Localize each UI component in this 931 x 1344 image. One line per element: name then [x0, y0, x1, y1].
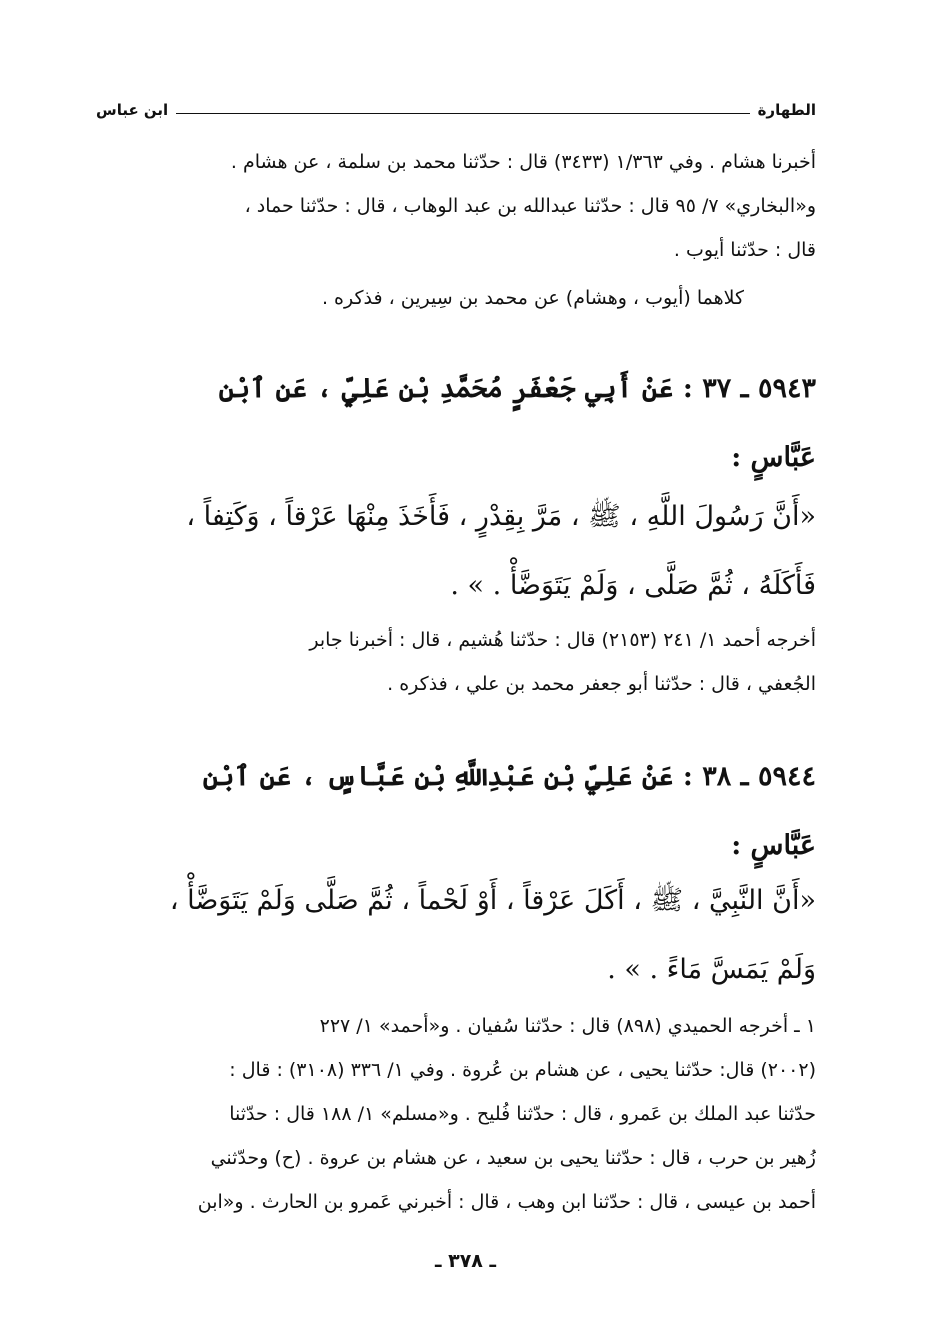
hadith-37-takhrij [96, 618, 816, 706]
heading-line: ٥٩٤٤ ـ ٣٨ : عَنْ عَلِيِّ بْنِ عَبْدِاللَّهِ بْنِ عَبَّاسٍ ، عَنِ ٱبْنِ [202, 761, 816, 792]
hadith-38-heading [96, 742, 816, 880]
hadith-line: وَلَمْ يَمَسَّ مَاءً . » . [607, 954, 816, 985]
text-line: ١ ـ أخرجه الحميدي (٨٩٨) قال : حدّثنا سُفيان . و«أحمد» ١/ ٢٢٧ [319, 1015, 816, 1037]
heading-line: ٥٩٤٣ ـ ٣٧ : عَنْ أَبِي جَعْفَرٍ مُحَمَّدِ بْنِ عَلِيٍّ ، عَنِ ٱبْنِ [218, 373, 816, 404]
hadith-38-text [96, 866, 816, 1004]
heading-line: عَبَّاسٍ : [731, 830, 816, 861]
header-chapter-title: الطهارة [757, 101, 816, 119]
hadith-37-heading [96, 354, 816, 492]
text-line: أحمد بن عيسى ، قال : حدّثنا ابن وهب ، قال : أخبرني عَمرو بن الحارث . و«ابن [197, 1191, 816, 1213]
hadith-line: فَأَكَلَهُ ، ثُمَّ صَلَّى ، وَلَمْ يَتَوَضَّأْ . » . [450, 570, 816, 601]
page-number: ـ ٣٧٨ ـ [434, 1250, 496, 1272]
hadith-line: «أَنَّ رَسُولَ اللَّهِ ، ﷺ ، مَرَّ بِقِدْرٍ ، فَأَخَذَ مِنْهَا عَرْقاً ، وَكَتِفاً ، [186, 501, 816, 532]
note-continuation [96, 140, 816, 272]
text-line: الجُعفي ، قال : حدّثنا أبو جعفر محمد بن علي ، فذكره . [387, 673, 816, 695]
text-line: (٢٠٠٢) قال: حدّثنا يحيى ، عن هشام بن عُروة . وفي ١/ ٣٣٦ (٣١٠٨) : قال : [229, 1059, 816, 1081]
text-line: كلاهما (أيوب ، وهشام) عن محمد بن سِيرين ، فذكره . [321, 287, 744, 309]
text-line: حدّثنا عبد الملك بن عَمرو ، قال : حدّثنا فُليح . و«مسلم» ١/ ١٨٨ قال : حدّثنا [229, 1103, 816, 1125]
text-line: و«البخاري» ٧/ ٩٥ قال : حدّثنا عبدالله بن عبد الوهاب ، قال : حدّثنا حماد ، [244, 195, 816, 217]
note-summary [96, 276, 816, 320]
running-header [96, 96, 816, 124]
header-section-title: ابن عباس [96, 101, 169, 119]
text-line: قال : حدّثنا أيوب . [673, 239, 816, 261]
hadith-line: «أَنَّ النَّبِيَّ ، ﷺ ، أَكَلَ عَرْقاً ، أَوْ لَحْماً ، ثُمَّ صَلَّى وَلَمْ يَتَوَضَّأْ ، [169, 885, 816, 916]
heading-line: عَبَّاسٍ : [731, 442, 816, 473]
hadith-37-text [96, 482, 816, 620]
text-line: زُهير بن حرب ، قال : حدّثنا يحيى بن سعيد ، عن هشام بن عروة . (ح) وحدّثني [210, 1147, 816, 1169]
header-rule [176, 113, 749, 114]
text-line: أخرجه أحمد ١/ ٢٤١ (٢١٥٣) قال : حدّثنا هُشيم ، قال : أخبرنا جابر [309, 629, 816, 651]
hadith-38-takhrij [96, 1004, 816, 1224]
text-line: أخبرنا هشام . وفي ١/٣٦٣ (٣٤٣٣) قال : حدّثنا محمد بن سلمة ، عن هشام . [230, 151, 816, 173]
